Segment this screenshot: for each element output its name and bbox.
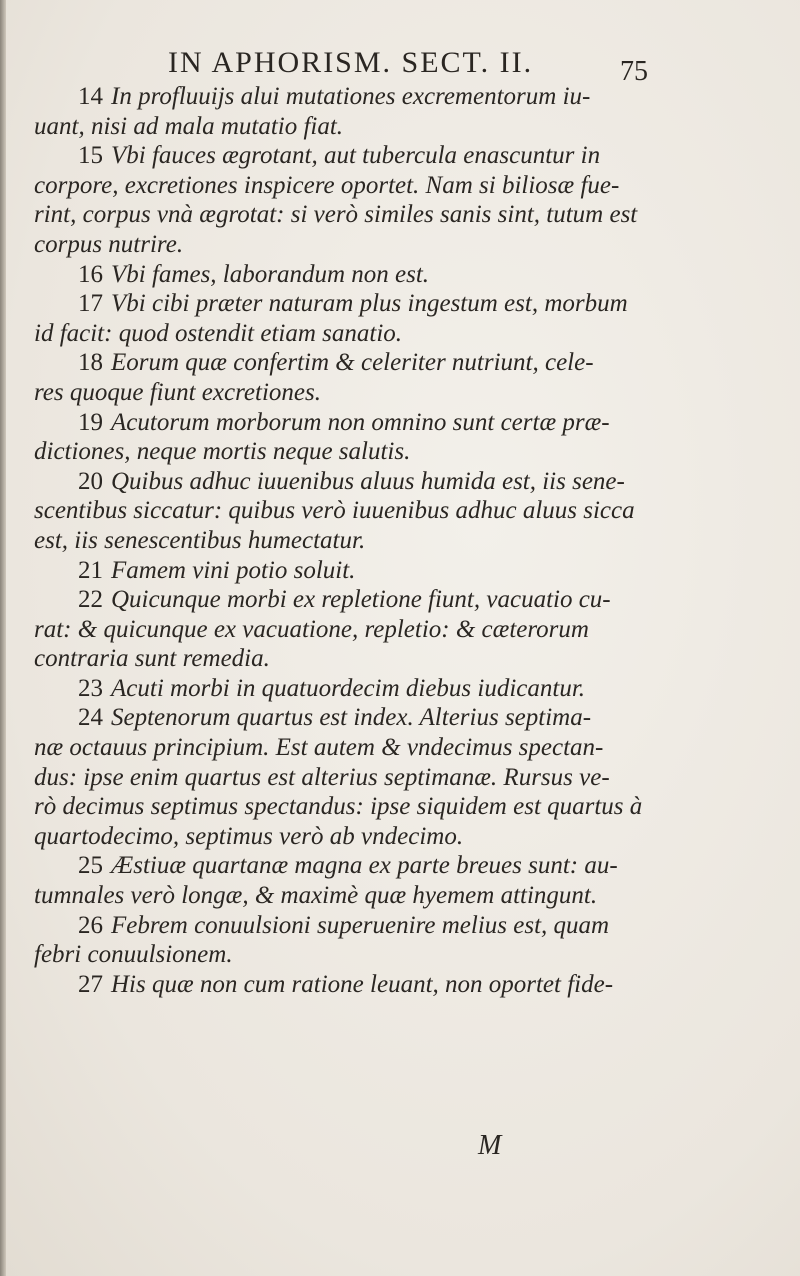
aphorism [34,467,774,556]
text-line [34,911,774,941]
aphorism [34,82,774,141]
aphorism-number: 21 [78,556,103,584]
text-line [34,408,774,438]
aphorism-line-text: Famem vini potio soluit. [111,556,356,584]
aphorism [34,851,774,910]
text-line [34,703,774,733]
text-line [34,171,774,201]
aphorism [34,260,774,290]
aphorism-line-text: Vbi cibi præter naturam plus ingestum est, morbum [111,290,628,318]
aphorism-number: 22 [78,586,103,614]
aphorism-number: 18 [78,349,103,377]
text-line [34,230,774,260]
aphorism-line-text: His quæ non cum ratione leuant, non oportet fide- [111,970,614,998]
text-line [34,585,774,615]
text-line [34,200,774,230]
aphorism-number: 24 [78,704,103,732]
text-line [34,792,774,822]
text-line [34,348,774,378]
aphorism-line-text: res quoque fiunt excretiones. [34,378,321,406]
aphorism-line-text: febri conuulsionem. [34,941,233,969]
aphorism [34,911,774,970]
aphorism-line-text: Æstiuæ quartanæ magna ex parte breues sunt: au- [111,852,618,880]
aphorism-number: 15 [78,142,103,170]
aphorism-line-text: corpore, excretiones inspicere oportet. Nam si biliosæ fue- [34,171,620,199]
text-line [34,970,774,1000]
text-line [34,82,774,112]
aphorism-line-text: In profluuijs alui mutationes excrementorum iu- [111,83,591,110]
aphorism-line-text: Septenorum quartus est index. Alterius septima- [111,704,592,732]
text-line [34,319,774,349]
text-line [34,674,774,704]
aphorism-line-text: uant, nisi ad mala mutatio fiat. [34,112,344,140]
aphorism [34,585,774,674]
aphorism-text-block [34,82,774,999]
aphorism [34,348,774,407]
aphorism-number: 23 [78,674,103,702]
aphorism-line-text: tumnales verò longæ, & maximè quæ hyemem attingunt. [34,882,598,910]
page-number: 75 [620,56,648,87]
text-line [34,437,774,467]
aphorism [34,703,774,851]
text-line [34,615,774,645]
aphorism-line-text: Febrem conuulsioni superuenire melius est, quam [111,911,610,939]
text-line [34,763,774,793]
text-line [34,289,774,319]
aphorism-line-text: Quibus adhuc iuuenibus aluus humida est, iis sene- [111,467,625,495]
catchword: M [478,1130,502,1161]
text-line [34,260,774,290]
aphorism-number: 16 [78,260,103,288]
aphorism-number: 14 [78,83,103,110]
aphorism-line-text: Vbi fames, laborandum non est. [111,260,430,288]
aphorism-line-text: corpus nutrire. [34,230,184,258]
aphorism-line-text: næ octauus principium. Est autem & vndecimus spectan- [34,734,604,762]
aphorism-number: 25 [78,852,103,880]
aphorism-line-text: dus: ipse enim quartus est alterius septimanæ. Rursus ve- [34,763,610,791]
text-line [34,112,774,142]
aphorism-line-text: scentibus siccatur: quibus verò iuuenibus adhuc aluus sicca [34,497,635,525]
aphorism-line-text: rò decimus septimus spectandus: ipse siquidem est quartus à [34,793,643,821]
aphorism-number: 20 [78,467,103,495]
aphorism [34,289,774,348]
aphorism-line-text: Vbi fauces ægrotant, aut tubercula enascuntur in [111,142,601,170]
text-line [34,881,774,911]
aphorism-number: 19 [78,408,103,436]
aphorism [34,970,774,1000]
aphorism-line-text: quartodecimo, septimus verò ab vndecimo. [34,822,464,850]
text-line [34,378,774,408]
aphorism-number: 26 [78,911,103,939]
text-line [34,733,774,763]
text-line [34,496,774,526]
aphorism [34,141,774,259]
aphorism-line-text: rint, corpus vnà ægrotat: si verò similes sanis sint, tutum est [34,201,638,229]
aphorism-line-text: rat: & quicunque ex vacuatione, repletio: & cæterorum [34,615,589,643]
aphorism [34,674,774,704]
page-header [0,42,800,87]
aphorism-line-text: Eorum quæ confertim & celeriter nutriunt, cele- [111,349,594,377]
text-line [34,556,774,586]
aphorism [34,408,774,467]
text-line [34,822,774,852]
aphorism-line-text: contraria sunt remedia. [34,645,270,673]
aphorism-line-text: Quicunque morbi ex repletione fiunt, vacuatio cu- [111,586,611,614]
aphorism-number: 17 [78,290,103,318]
text-line [34,940,774,970]
text-line [34,644,774,674]
text-line [34,851,774,881]
running-head: IN APHORISM. SECT. II. [168,46,534,79]
text-line [34,141,774,171]
aphorism-line-text: Acutorum morborum non omnino sunt certæ præ- [111,408,610,436]
aphorism-line-text: id facit: quod ostendit etiam sanatio. [34,319,403,347]
aphorism-number: 27 [78,970,103,998]
aphorism-line-text: dictiones, neque mortis neque salutis. [34,438,411,466]
aphorism-line-text: Acuti morbi in quatuordecim diebus iudicantur. [111,674,586,702]
aphorism-line-text: est, iis senescentibus humectatur. [34,526,366,554]
aphorism [34,556,774,586]
text-line [34,526,774,556]
page-gutter-shadow [0,0,6,1276]
text-line [34,467,774,497]
